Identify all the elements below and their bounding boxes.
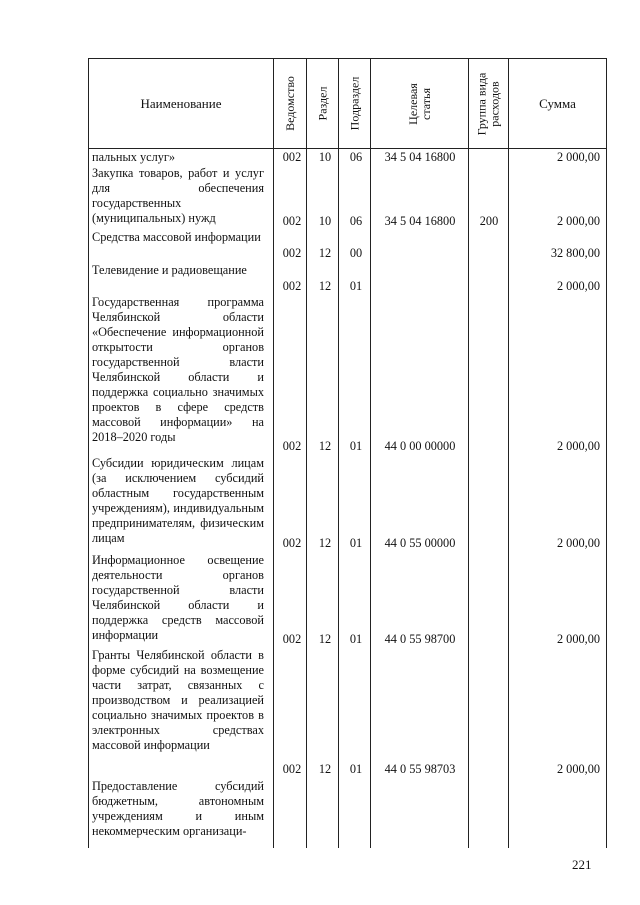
- header-summa: [509, 59, 606, 148]
- header-celevaya-line-1: Целевая: [405, 82, 420, 125]
- table-row-name: Государственная программа Челябинской области «Обеспечение информационной открытости органов государственной власти Челябинской области и поддержка социально значимых проектов в сфере средств массовой информации» на 2018–2020 годы: [92, 295, 264, 444]
- table-row-summa: 2 000,00: [556, 214, 600, 228]
- header-vedomstvo: [274, 59, 306, 148]
- header-celevaya-line-2: статья: [418, 87, 433, 120]
- header-gruppa-label: [476, 72, 502, 135]
- table-row-summa: 2 000,00: [556, 439, 600, 453]
- header-gruppa-line-1: Группа вида: [474, 72, 489, 135]
- table-row-name: пальных услуг»: [92, 150, 176, 164]
- table-row-name: Предоставление субсидий бюджетным, автономным учреждениям и иным некоммерческим организаци-: [92, 779, 264, 838]
- header-razdel-label: Раздел: [315, 86, 330, 121]
- table-row-vedomstvo: 002: [282, 214, 302, 228]
- table-row-podrazdel: 00: [349, 246, 363, 260]
- table-row-razdel: 10: [318, 150, 332, 164]
- table-row-vedomstvo: 002: [282, 246, 302, 260]
- table-row-vedomstvo: 002: [282, 439, 302, 453]
- table-row-celevaya: 34 5 04 16800: [384, 150, 456, 164]
- header-celevaya-statya: [371, 59, 468, 148]
- page-number: 221: [572, 857, 592, 872]
- header-gruppa-line-2: расходов: [487, 80, 502, 127]
- table-row-vedomstvo: 002: [282, 632, 302, 646]
- table-row-celevaya: 44 0 00 00000: [384, 439, 456, 453]
- header-bottom-border: [88, 148, 607, 149]
- table-row-name: Гранты Челябинской области в форме субсидий на возмещение части затрат, связанных с производством и реализацией социально значимых проектов в электронных средствах массовой информации: [92, 648, 264, 752]
- table-row-podrazdel: 01: [349, 762, 363, 776]
- header-gruppa-vida-rashodov: [469, 59, 508, 148]
- table-row-name: Телевидение и радиовещание: [92, 263, 247, 277]
- column-divider: [468, 58, 469, 848]
- table-row-razdel: 12: [318, 279, 332, 293]
- table-row-vedomstvo: 002: [282, 150, 302, 164]
- table-row-summa: 2 000,00: [556, 279, 600, 293]
- table-row-celevaya: 34 5 04 16800: [384, 214, 456, 228]
- header-name: [89, 59, 273, 148]
- column-divider: [606, 58, 607, 848]
- header-vedomstvo-label: Ведомство: [282, 76, 297, 131]
- table-row-name: Закупка товаров, работ и услуг для обеспечения государственных (муниципальных) нужд: [92, 166, 264, 225]
- column-divider: [88, 58, 89, 848]
- table-row-summa: 2 000,00: [556, 632, 600, 646]
- table-row-razdel: 10: [318, 214, 332, 228]
- header-razdel: [307, 59, 338, 148]
- table-row-summa: 32 800,00: [550, 246, 600, 260]
- header-name-label: Наименование: [140, 95, 222, 111]
- table-row-podrazdel: 01: [349, 536, 363, 550]
- table-row-razdel: 12: [318, 439, 332, 453]
- table-row-gruppa: 200: [479, 214, 499, 228]
- table-row-razdel: 12: [318, 536, 332, 550]
- table-row-celevaya: 44 0 55 98703: [384, 762, 456, 776]
- table-row-name: Средства массовой информации: [92, 230, 261, 244]
- table-row-summa: 2 000,00: [556, 762, 600, 776]
- header-podrazdel: [339, 59, 370, 148]
- table-row-razdel: 12: [318, 762, 332, 776]
- header-podrazdel-label: Подраздел: [347, 76, 362, 131]
- header-summa-label: Сумма: [539, 95, 576, 111]
- table-row-summa: 2 000,00: [556, 536, 600, 550]
- table-row-razdel: 12: [318, 246, 332, 260]
- table-row-vedomstvo: 002: [282, 279, 302, 293]
- table-row-podrazdel: 01: [349, 439, 363, 453]
- column-divider: [273, 58, 274, 848]
- table-row-podrazdel: 01: [349, 279, 363, 293]
- table-row-summa: 2 000,00: [556, 150, 600, 164]
- column-divider: [508, 58, 509, 848]
- table-row-podrazdel: 06: [349, 150, 363, 164]
- table-row-celevaya: 44 0 55 00000: [384, 536, 456, 550]
- table-row-vedomstvo: 002: [282, 536, 302, 550]
- table-row-name: Субсидии юридическим лицам (за исключением субсидий областным государственным учреждениям), индивидуальным предпринимателям, физическим лицам: [92, 456, 264, 545]
- table-row-vedomstvo: 002: [282, 762, 302, 776]
- header-celevaya-statya-label: [406, 83, 432, 125]
- table-row-name: Информационное освещение деятельности органов государственной власти Челябинской области и поддержка средств массовой информации: [92, 553, 264, 642]
- table-row-razdel: 12: [318, 632, 332, 646]
- table-row-celevaya: 44 0 55 98700: [384, 632, 456, 646]
- table-row-podrazdel: 01: [349, 632, 363, 646]
- table-row-podrazdel: 06: [349, 214, 363, 228]
